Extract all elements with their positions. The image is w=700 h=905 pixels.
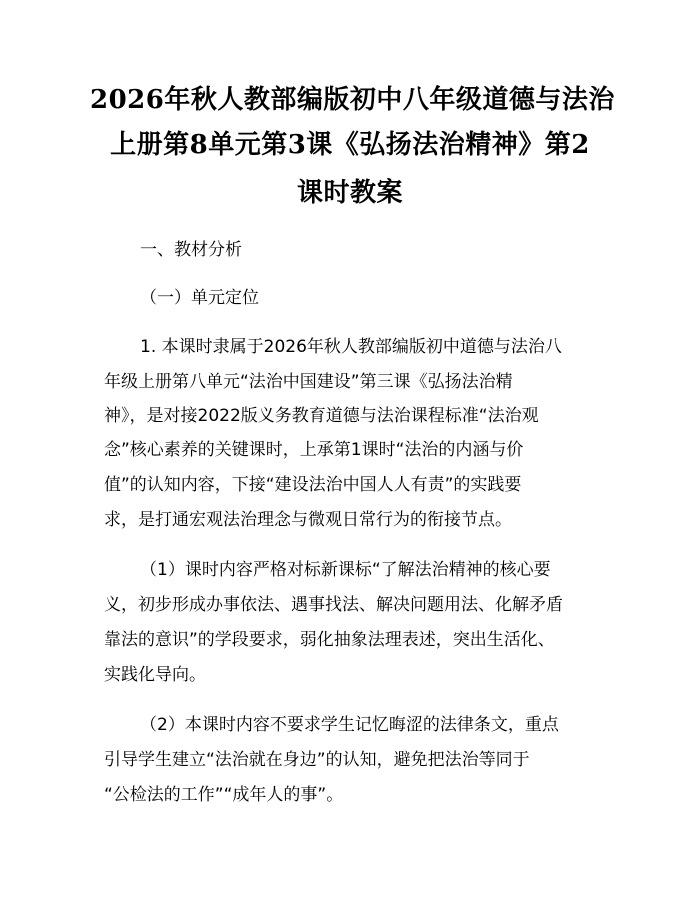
document-title-line-3: 课时教案 [296,178,403,208]
paragraph-1-line-6: 求，是打通宏观法治理念与微观日常行为的衔接节点。 [104,510,512,530]
section-heading-textbook-analysis: 一、教材分析 [140,240,242,260]
document-title-line-2: 上册第8单元第3课《弘扬法治精神》第2 [110,130,590,160]
paragraph-1-line-2: 年级上册第八单元“法治中国建设”第三课《弘扬法治精 [104,372,513,392]
paragraph-2-line-4: 实践化导向。 [104,665,206,685]
paragraph-2-line-1: （1）课时内容严格对标新课标“了解法治精神的核心要 [140,560,551,580]
paragraph-1-line-1: 1. 本课时隶属于2026年秋人教部编版初中道德与法治八 [140,337,562,357]
paragraph-2-line-2: 义，初步形成办事依法、遇事找法、解决问题用法、化解矛盾 [104,595,563,615]
paragraph-1-line-3: 神》，是对接2022版义务教育道德与法治课程标准“法治观 [104,406,539,426]
document-title-line-1: 2026年秋人教部编版初中八年级道德与法治 [90,85,615,115]
paragraph-3-line-1: （2）本课时内容不要求学生记忆晦涩的法律条文，重点 [140,715,559,735]
paragraph-2-line-3: 靠法的意识”的学段要求，弱化抽象法理表述，突出生活化、 [104,630,555,650]
paragraph-1-line-5: 值”的认知内容，下接“建设法治中国人人有责”的实践要 [104,475,522,495]
paragraph-3-line-2: 引导学生建立“法治就在身边”的认知，避免把法治等同于 [104,750,530,770]
subsection-heading-unit-positioning: （一）单元定位 [140,288,259,308]
paragraph-3-line-3: “公检法的工作”“成年人的事”。 [104,785,344,805]
paragraph-1-line-4: 念”核心素养的关键课时，上承第1课时“法治的内涵与价 [104,440,524,460]
